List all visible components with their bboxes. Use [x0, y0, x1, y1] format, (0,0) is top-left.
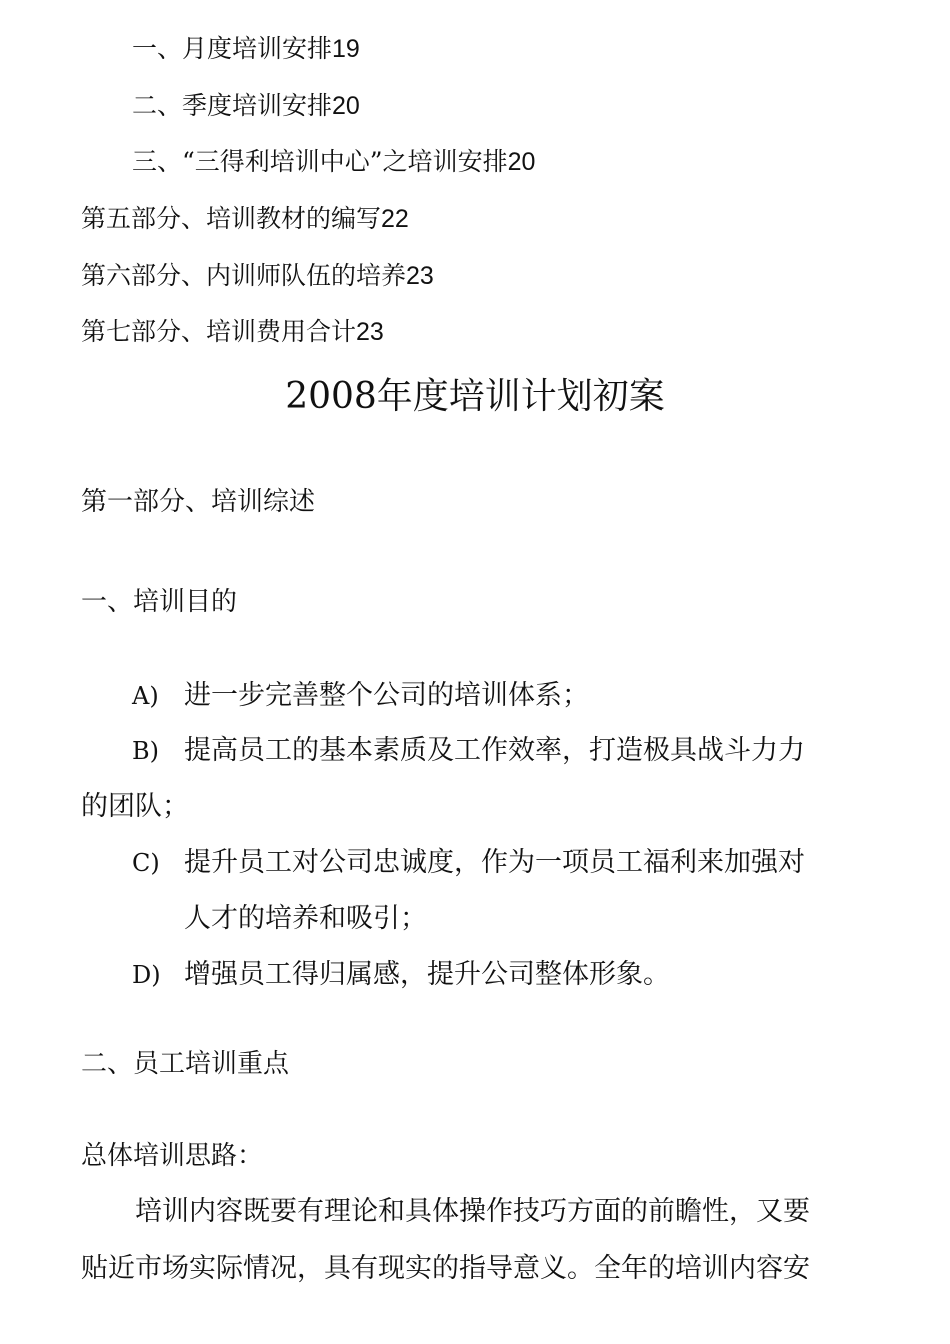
list-item-label: C) — [132, 849, 160, 877]
part-heading: 第一部分、培训综述 — [81, 487, 316, 517]
list-item-text: 进一步完善整个公司的培训体系； — [184, 680, 589, 711]
toc-item-page: 19 — [332, 35, 360, 63]
list-item-text: 增强员工得归属感，提升公司整体形象。 — [184, 959, 670, 990]
list-item — [132, 737, 805, 764]
list-item-continuation: 人才的培养和吸引； — [184, 903, 427, 934]
toc-item[interactable] — [81, 263, 434, 289]
toc-item-page: 20 — [332, 92, 360, 120]
toc-item-page: 20 — [507, 148, 536, 176]
list-item — [132, 961, 670, 988]
toc-item-page: 23 — [406, 262, 434, 290]
document-title: 2008年度培训计划初案 — [285, 376, 665, 417]
toc-item[interactable] — [81, 319, 384, 345]
toc-item-text: 一、月度培训安排 — [132, 34, 333, 63]
toc-item-page: 22 — [381, 205, 409, 233]
list-item-label: B) — [132, 737, 159, 765]
toc-item-text: 第七部分、培训费用合计 — [81, 317, 357, 346]
toc-item[interactable] — [81, 206, 409, 232]
toc-item-text: 二、季度培训安排 — [132, 91, 333, 120]
toc-item[interactable] — [132, 36, 360, 62]
toc-item-text: 第六部分、内训师队伍的培养 — [81, 261, 407, 290]
toc-item-text: 三、“三得利培训中心”之培训安排 — [132, 147, 508, 176]
toc-item[interactable] — [132, 149, 535, 175]
subheading: 总体培训思路： — [81, 1141, 264, 1171]
list-item — [132, 849, 805, 876]
list-item-label: D) — [132, 961, 161, 989]
section-heading: 一、培训目的 — [81, 587, 238, 617]
section-heading: 二、员工培训重点 — [81, 1049, 290, 1079]
toc-item-page: 23 — [356, 318, 384, 346]
list-item — [132, 682, 589, 709]
toc-item-text: 第五部分、培训教材的编写 — [81, 204, 382, 233]
list-item-continuation: 的团队； — [81, 791, 189, 822]
list-item-text: 提高员工的基本素质及工作效率，打造极具战斗力力 — [184, 735, 805, 766]
toc-item[interactable] — [132, 93, 360, 119]
list-item-text: 提升员工对公司忠诚度，作为一项员工福利来加强对 — [184, 847, 805, 878]
paragraph-line: 培训内容既要有理论和具体操作技巧方面的前瞻性，又要 — [135, 1196, 810, 1227]
list-item-label: A) — [132, 682, 159, 710]
paragraph-line: 贴近市场实际情况，具有现实的指导意义。全年的培训内容安 — [81, 1253, 810, 1284]
